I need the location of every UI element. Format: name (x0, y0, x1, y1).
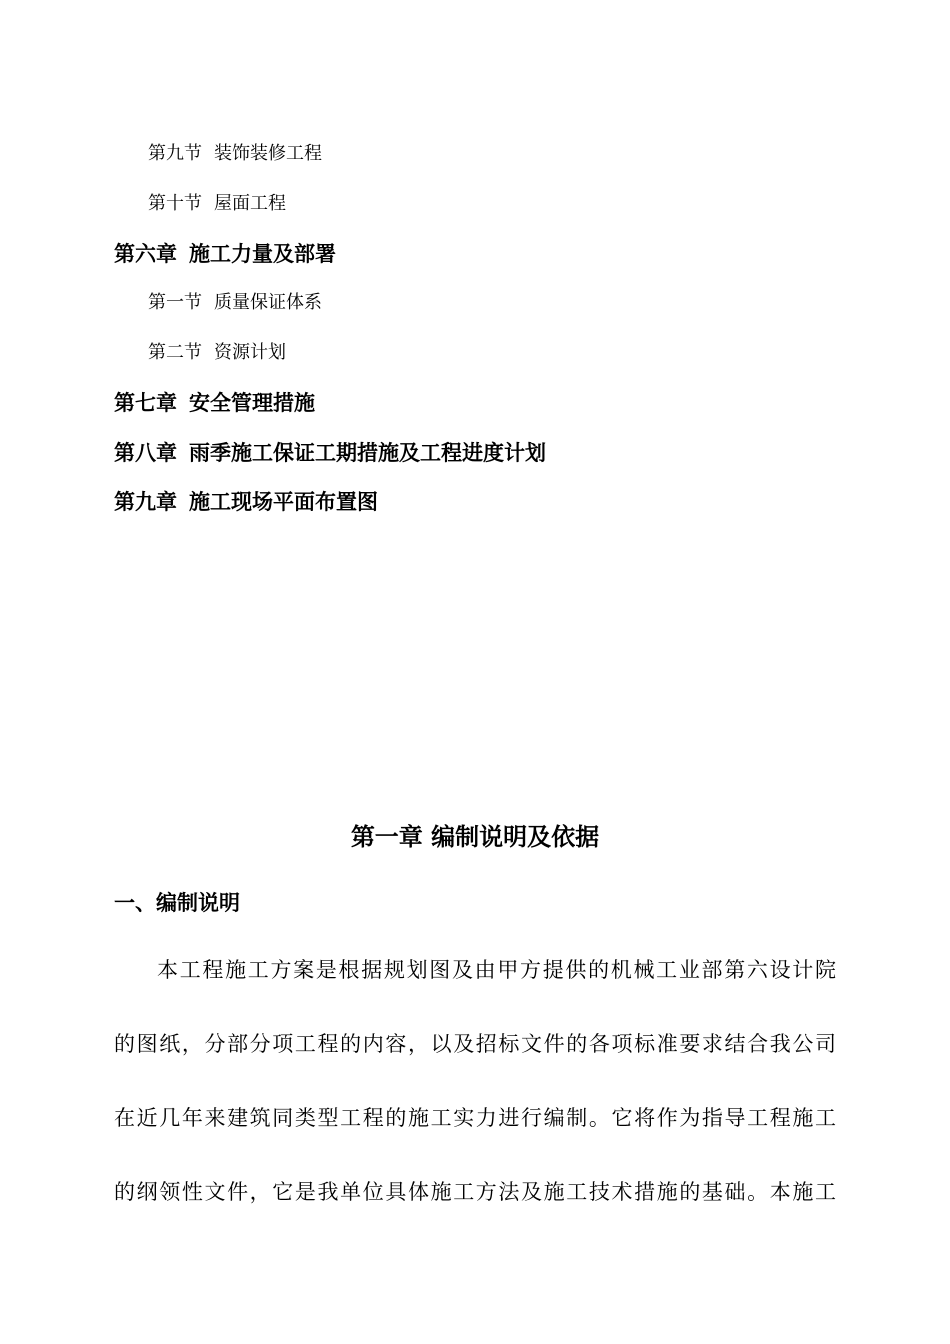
toc-entry-title: 施工力量及部署 (189, 242, 336, 266)
toc-entry-number: 第二节 (148, 342, 202, 363)
toc-entry-title: 装饰装修工程 (214, 143, 322, 164)
toc-entry-title: 质量保证体系 (214, 292, 322, 313)
toc-entry-number: 第六章 (114, 242, 177, 266)
toc-entry-title: 雨季施工保证工期措施及工程进度计划 (189, 441, 546, 465)
toc-entry-number: 第一节 (148, 292, 202, 313)
toc-entry-section (148, 189, 286, 215)
toc-entry-section (148, 338, 286, 364)
toc-entry-chapter (114, 387, 315, 417)
paragraph-line: 在近几年来建筑同类型工程的施工实力进行编制。它将作为指导工程施工 (114, 1106, 836, 1130)
toc-entry-number: 第八章 (114, 441, 177, 465)
toc-entry-title: 资源计划 (214, 342, 286, 363)
toc-entry-number: 第十节 (148, 193, 202, 214)
toc-entry-number: 第七章 (114, 391, 177, 415)
toc-entry-number: 第九节 (148, 143, 202, 164)
toc-entry-title: 施工现场平面布置图 (189, 490, 378, 514)
toc-entry-section (148, 139, 322, 165)
toc-entry-chapter (114, 437, 546, 467)
paragraph-line: 本工程施工方案是根据规划图及由甲方提供的机械工业部第六设计院 (157, 958, 836, 982)
paragraph-line: 的图纸，分部分项工程的内容，以及招标文件的各项标准要求结合我公司 (114, 1032, 836, 1056)
chapter-heading: 第一章 编制说明及依据 (350, 823, 600, 851)
toc-entry-section (148, 288, 322, 314)
paragraph-line: 的纲领性文件，它是我单位具体施工方法及施工技术措施的基础。本施工 (114, 1180, 836, 1204)
toc-entry-number: 第九章 (114, 490, 177, 514)
toc-entry-chapter (114, 238, 336, 268)
toc-entry-chapter (114, 486, 378, 516)
section-heading: 一、编制说明 (114, 891, 240, 915)
toc-entry-title: 屋面工程 (214, 193, 286, 214)
toc-entry-title: 安全管理措施 (189, 391, 315, 415)
